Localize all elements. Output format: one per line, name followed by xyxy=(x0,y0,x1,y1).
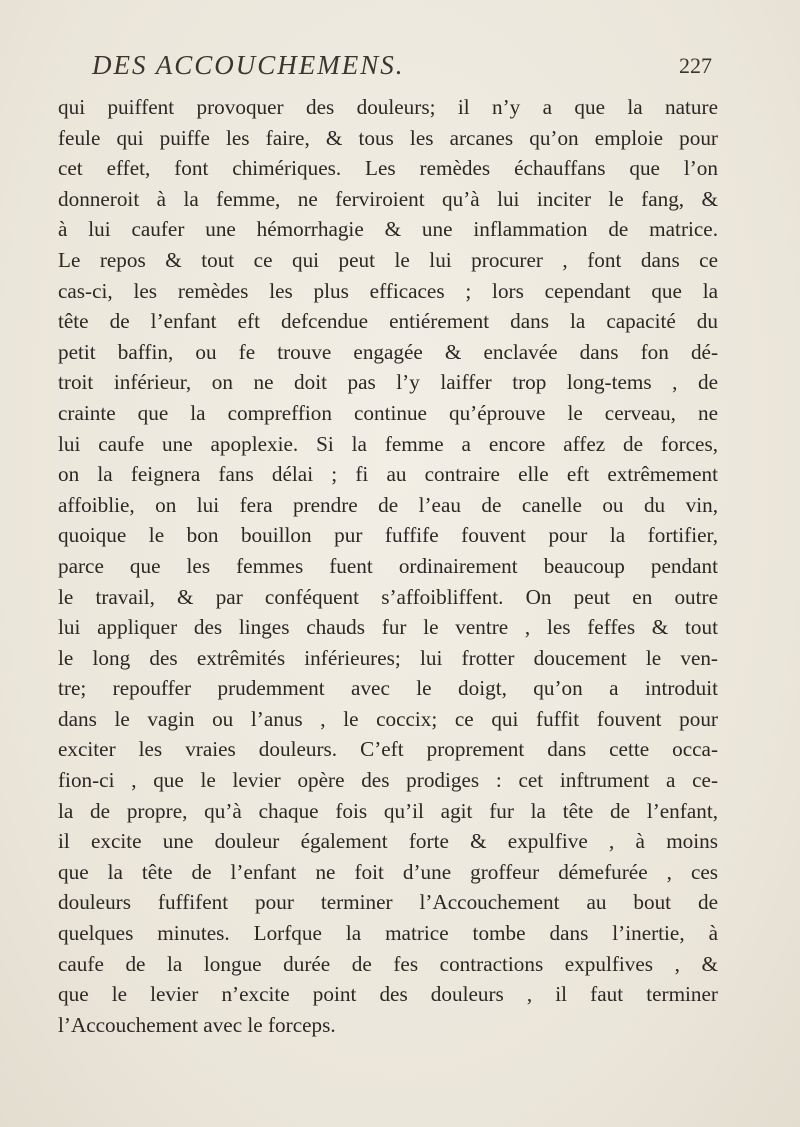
text-line: tête de l’enfant eft defcendue entiérement dans la capacité du xyxy=(58,309,718,334)
text-line: quoique le bon bouillon pur fuffife fouvent pour la fortifier, xyxy=(58,523,718,548)
text-line: petit baffin, ou fe trouve engagée & enclavée dans fon dé- xyxy=(58,339,718,364)
text-line: lui appliquer des linges chauds fur le ventre , les feffes & tout xyxy=(58,615,718,640)
text-line: caufe de la longue durée de fes contractions expulfives , & xyxy=(58,951,718,976)
text-line: que le levier n’excite point des douleurs , il faut terminer xyxy=(58,982,718,1007)
text-line: à lui caufer une hémorrhagie & une inflammation de matrice. xyxy=(58,217,718,242)
text-line: il excite une douleur également forte & expulfive , à moins xyxy=(58,829,718,854)
text-line: l’Accouchement avec le forceps. xyxy=(58,1012,336,1037)
text-line: on la feignera fans délai ; fi au contraire elle eft extrêmement xyxy=(58,462,718,487)
text-line: la de propre, qu’à chaque fois qu’il agit fur la tête de l’enfant, xyxy=(58,798,718,823)
text-line: affoiblie, on lui fera prendre de l’eau de canelle ou du vin, xyxy=(58,492,718,517)
text-line: donneroit à la femme, ne ferviroient qu’à lui inciter le fang, & xyxy=(58,186,718,211)
text-line: quelques minutes. Lorfque la matrice tombe dans l’inertie, à xyxy=(58,921,718,946)
text-line: qui puiffent provoquer des douleurs; il n’y a que la nature xyxy=(58,95,718,119)
text-line: troit inférieur, on ne doit pas l’y laiffer trop long-tems , de xyxy=(58,370,718,395)
page-number: 227 xyxy=(679,53,712,78)
text-line: que la tête de l’enfant ne foit d’une groffeur démefurée , ces xyxy=(58,859,718,884)
text-line: cet effet, font chimériques. Les remèdes échauffans que l’on xyxy=(58,156,718,181)
text-line: le long des extrêmités inférieures; lui frotter doucement le ven- xyxy=(58,645,718,670)
text-line: fion-ci , que le levier opère des prodiges : cet inftrument a ce- xyxy=(58,768,718,793)
running-head xyxy=(92,50,712,90)
body-text xyxy=(58,92,718,1040)
text-line: douleurs fuffifent pour terminer l’Accouchement au bout de xyxy=(58,890,718,915)
text-line: Le repos & tout ce qui peut le lui procurer , font dans ce xyxy=(58,247,718,272)
text-line: crainte que la compreffion continue qu’éprouve le cerveau, ne xyxy=(58,400,718,425)
text-line: lui caufe une apoplexie. Si la femme a encore affez de forces, xyxy=(58,431,718,456)
text-line: parce que les femmes fuent ordinairement beaucoup pendant xyxy=(58,553,718,578)
text-line: cas-ci, les remèdes les plus efficaces ; lors cependant que la xyxy=(58,278,718,303)
running-title: DES ACCOUCHEMENS. xyxy=(92,50,405,80)
text-line: dans le vagin ou l’anus , le coccix; ce qui fuffit fouvent pour xyxy=(58,706,718,731)
text-line: tre; repouffer prudemment avec le doigt, qu’on a introduit xyxy=(58,676,718,701)
text-line: le travail, & par conféquent s’affoibliffent. On peut en outre xyxy=(58,584,718,609)
text-line: feule qui puiffe les faire, & tous les arcanes qu’on emploie pour xyxy=(58,125,718,150)
text-line: exciter les vraies douleurs. C’eft proprement dans cette occa- xyxy=(58,737,718,762)
